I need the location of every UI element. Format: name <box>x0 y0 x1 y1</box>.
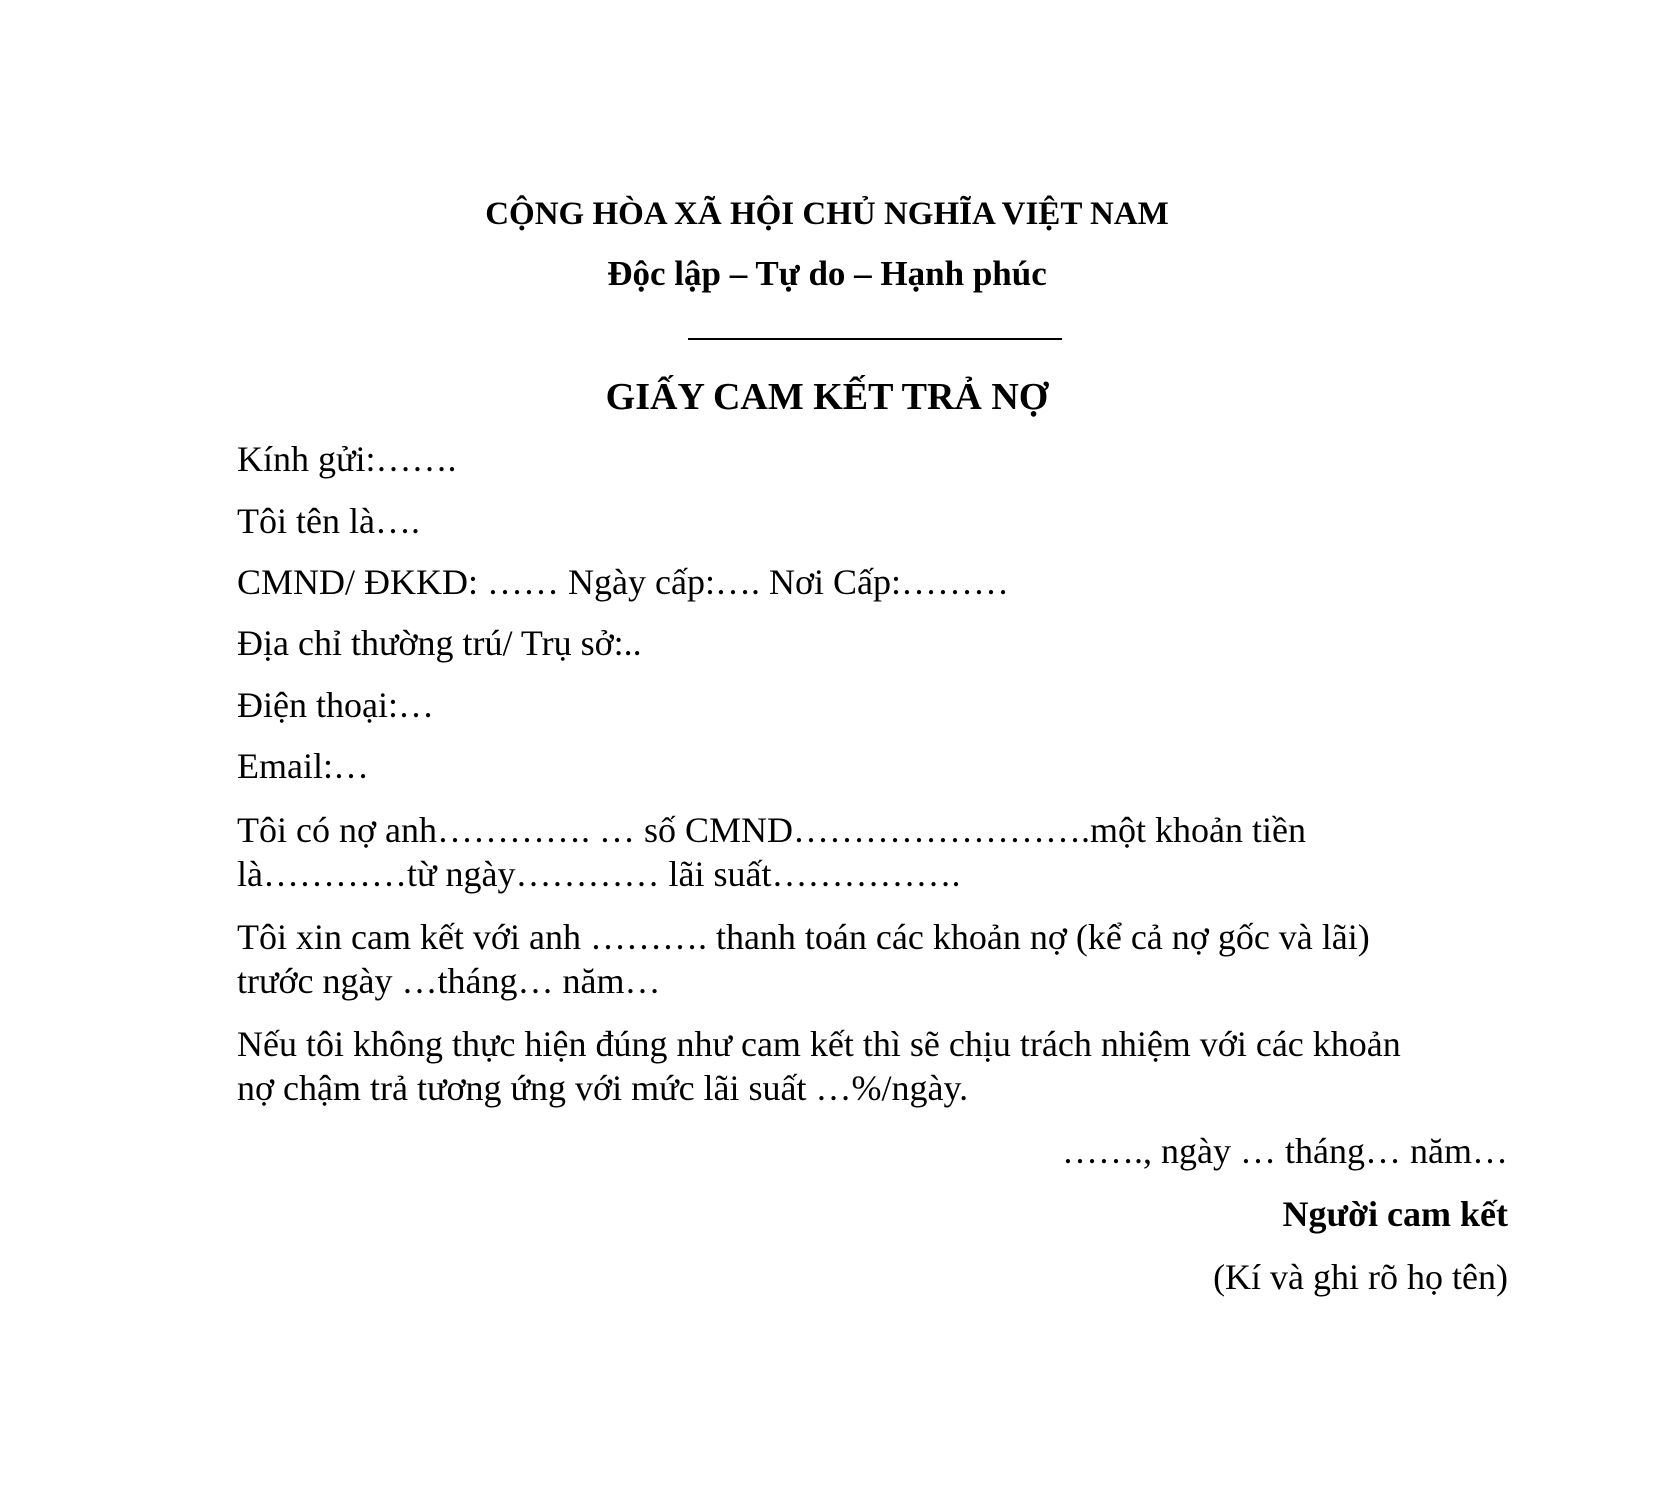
recipient-line: Kính gửi:……. <box>237 439 457 479</box>
national-title: CỘNG HÒA XÃ HỘI CHỦ NGHĨA VIỆT NAM <box>485 196 1169 232</box>
signature-note: (Kí và ghi rõ họ tên) <box>1213 1257 1508 1297</box>
phone-line: Điện thoại:… <box>237 685 434 725</box>
header-divider <box>688 338 1062 340</box>
commitment-line-2: trước ngày …tháng… năm… <box>237 961 661 1001</box>
address-line: Địa chỉ thường trú/ Trụ sở:.. <box>237 623 642 663</box>
document-title: GIẤY CAM KẾT TRẢ NỢ <box>605 376 1049 418</box>
penalty-line-1: Nếu tôi không thực hiện đúng như cam kết thì sẽ chịu trách nhiệm với các khoản <box>237 1024 1401 1064</box>
name-line: Tôi tên là…. <box>237 501 420 541</box>
id-info-line: CMND/ ĐKKD: …… Ngày cấp:…. Nơi Cấp:……… <box>237 562 1009 602</box>
date-place-line: ……., ngày … tháng… năm… <box>1062 1131 1508 1171</box>
signer-label: Người cam kết <box>1282 1194 1508 1234</box>
email-line: Email:… <box>237 746 369 786</box>
debt-line-2: là…………từ ngày………… lãi suất……………. <box>237 854 961 894</box>
penalty-line-2: nợ chậm trả tương ứng với mức lãi suất …%/ngày. <box>237 1068 969 1108</box>
commitment-line-1: Tôi xin cam kết với anh ………. thanh toán các khoản nợ (kể cả nợ gốc và lãi) <box>237 917 1370 957</box>
debt-line-1: Tôi có nợ anh…………. … số CMND…………………….một khoản tiền <box>237 810 1306 850</box>
national-motto: Độc lập – Tự do – Hạnh phúc <box>607 254 1047 293</box>
